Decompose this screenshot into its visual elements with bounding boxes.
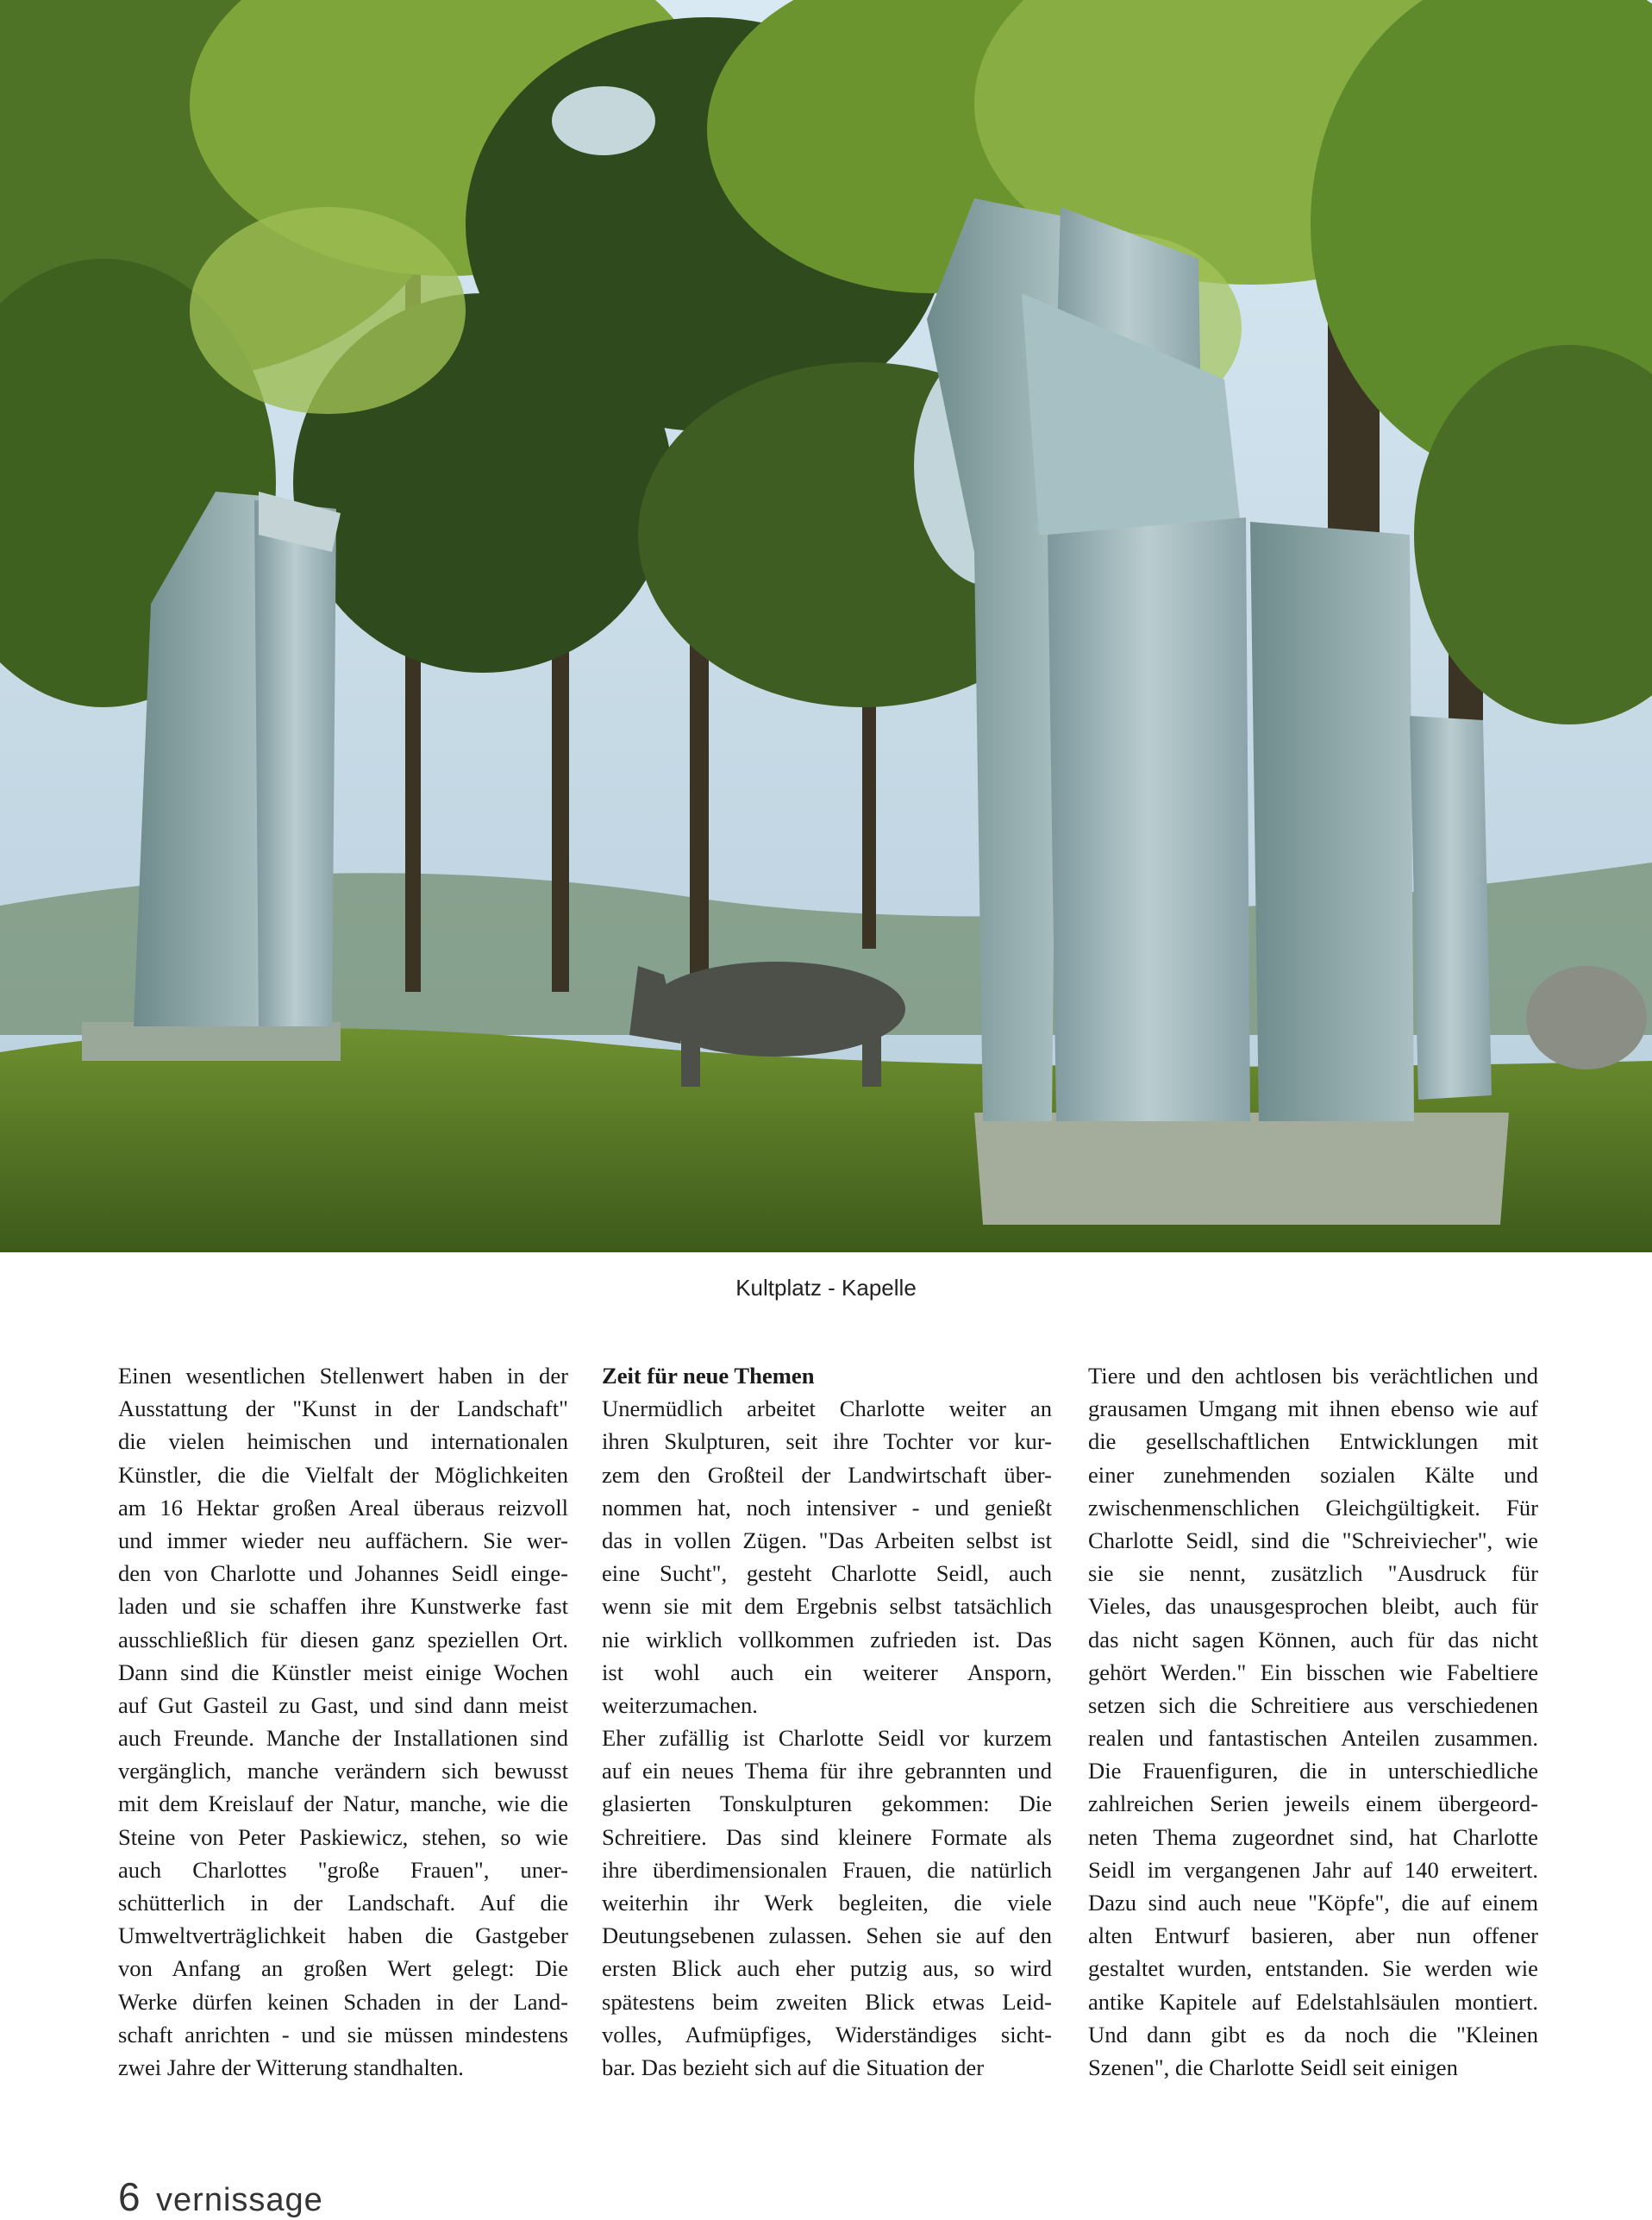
section-heading: Zeit für neue Themen [602,1363,815,1389]
text-line: das nicht sagen Können, auch für das nicht [1088,1626,1538,1652]
text-line: schütterlich in der Landschaft. Auf die [118,1890,568,1916]
text-line: setzen sich die Schreitiere aus verschiedenen [1088,1691,1538,1718]
text-line: den von Charlotte und Johannes Seidl einge- [118,1560,568,1587]
article-column-1 [118,1359,568,2084]
text-line: vergänglich, manche verändern sich bewusst [118,1758,568,1784]
text-line: ihre überdimensionalen Frauen, die natürlich [602,1856,1052,1883]
article-column-2 [602,1359,1052,2084]
text-line: Werke dürfen keinen Schaden in der Land- [118,1988,568,2015]
text-line: auf Gut Gasteil zu Gast, und sind dann meist [118,1691,568,1718]
text-line: ausschließlich für diesen ganz speziellen Ort. [118,1626,568,1652]
text-line: Deutungsebenen zulassen. Sehen sie auf den [602,1922,1052,1949]
text-line: nie wirklich vollkommen zufrieden ist. Das [602,1626,1052,1652]
text-line: gestaltet wurden, entstanden. Sie werden wie [1088,1955,1538,1982]
text-line: eine Sucht", gesteht Charlotte Seidl, auch [602,1560,1052,1587]
text-line: wenn sie mit dem Ergebnis selbst tatsächlich [602,1593,1052,1620]
text-line: von Anfang an großen Wert gelegt: Die [118,1955,568,1982]
text-line: weiterhin ihr Werk begleiten, die viele [602,1890,1052,1916]
text-line: Unermüdlich arbeitet Charlotte weiter an [602,1395,1052,1422]
text-line: mit dem Kreislauf der Natur, manche, wie die [118,1790,568,1817]
text-line: Dazu sind auch neue "Köpfe", die auf einem [1088,1890,1538,1916]
text-line: Ausstattung der "Kunst in der Landschaft" [118,1395,568,1422]
text-line: Charlotte Seidl, sind die "Schreiviecher", wie [1088,1527,1538,1553]
text-line: Steine von Peter Paskiewicz, stehen, so wie [118,1823,568,1850]
text-line: volles, Aufmüpfiges, Widerständiges sicht- [602,2021,1052,2048]
text-line: einer zunehmenden sozialen Kälte und [1088,1461,1538,1488]
text-line: weiterzumachen. [602,1691,758,1718]
text-line: Schreitiere. Das sind kleinere Formate als [602,1823,1052,1850]
text-line: zwei Jahre der Witterung standhalten. [118,2054,464,2080]
text-line: die gesellschaftlichen Entwicklungen mit [1088,1428,1538,1455]
text-line: auf ein neues Thema für ihre gebrannten und [602,1758,1052,1784]
text-line: auch Charlottes "große Frauen", uner- [118,1856,568,1883]
text-line: die vielen heimischen und internationalen [118,1428,568,1455]
text-line: gehört Werden." Ein bisschen wie Fabeltiere [1088,1659,1538,1685]
text-line: das in vollen Zügen. "Das Arbeiten selbst ist [602,1527,1052,1553]
text-line: sie sie nennt, zusätzlich "Ausdruck für [1088,1560,1538,1587]
text-line: zwischenmenschlichen Gleichgültigkeit. Für [1088,1494,1538,1521]
text-line: schaft anrichten - und sie müssen mindestens [118,2021,568,2048]
text-line: Einen wesentlichen Stellenwert haben in der [118,1363,568,1389]
text-line: auch Freunde. Manche der Installationen sind [118,1725,568,1752]
text-line: am 16 Hektar großen Areal überaus reizvoll [118,1494,568,1521]
text-line: Szenen", die Charlotte Seidl seit einigen [1088,2054,1458,2080]
text-line: realen und fantastischen Anteilen zusammen. [1088,1725,1538,1752]
text-line: und immer wieder neu auffächern. Sie wer- [118,1527,568,1553]
text-line: laden und sie schaffen ihre Kunstwerke fast [118,1593,568,1620]
text-line: ersten Blick auch eher putzig aus, so wird [602,1955,1052,1982]
text-line: Dann sind die Künstler meist einige Wochen [118,1659,568,1685]
photo-caption: Kultplatz - Kapelle [735,1275,917,1301]
text-line: Künstler, die die Vielfalt der Möglichkeiten [118,1461,568,1488]
article-column-3 [1088,1359,1538,2084]
magazine-name: vernissage [156,2182,323,2218]
text-line: Tiere und den achtlosen bis verächtlichen und [1088,1363,1538,1389]
text-line: Die Frauenfiguren, die in unterschiedliche [1088,1758,1538,1784]
page-number: 6 [118,2174,141,2219]
text-line: Seidl im vergangenen Jahr auf 140 erweitert. [1088,1856,1538,1883]
text-line: nommen hat, noch intensiver - und genießt [602,1494,1052,1521]
text-line: spätestens beim zweiten Blick etwas Leid- [602,1988,1052,2015]
text-line: zahlreichen Serien jeweils einem übergeord- [1088,1790,1538,1817]
text-line: ihren Skulpturen, seit ihre Tochter vor kur- [602,1428,1052,1455]
text-line: antike Kapitele auf Edelstahlsäulen montiert. [1088,1988,1538,2015]
text-line: alten Entwurf basieren, aber nun offener [1088,1922,1538,1949]
text-line: grausamen Umgang mit ihnen ebenso wie auf [1088,1395,1538,1422]
text-line: bar. Das bezieht sich auf die Situation der [602,2054,985,2080]
text-line: Vieles, das unausgesprochen bleibt, auch für [1088,1593,1538,1620]
text-line: neten Thema zugeordnet sind, hat Charlotte [1088,1823,1538,1850]
text-line: Eher zufällig ist Charlotte Seidl vor kurzem [602,1725,1052,1752]
text-line: Und dann gibt es da noch die "Kleinen [1088,2021,1538,2048]
text-line: zem den Großteil der Landwirtschaft über- [602,1461,1052,1488]
text-line: glasierten Tonskulpturen gekommen: Die [602,1790,1052,1817]
text-line: Umweltverträglichkeit haben die Gastgeber [118,1922,568,1949]
page-footer [118,2173,323,2220]
text-line: ist wohl auch ein weiterer Ansporn, [602,1659,1052,1685]
